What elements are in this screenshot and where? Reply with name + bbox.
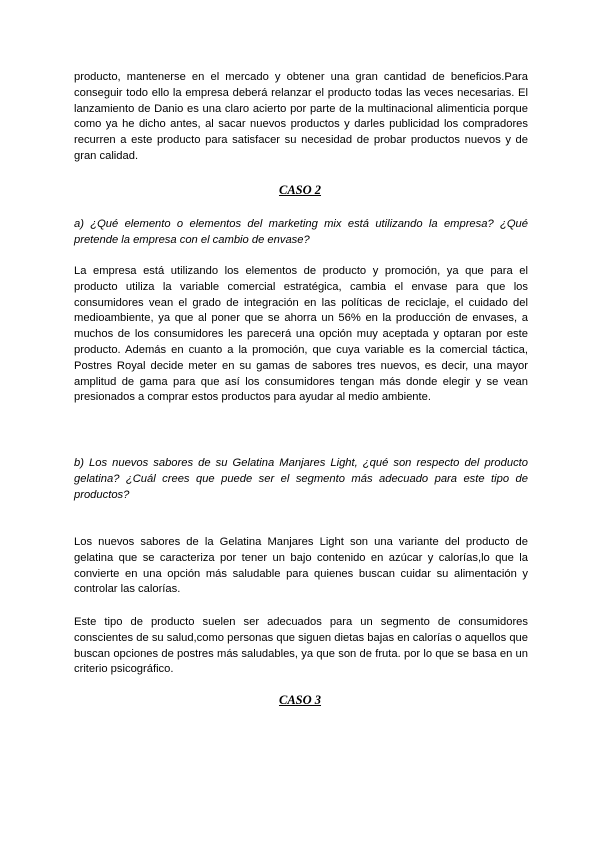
- intro-paragraph: producto, mantenerse en el mercado y obtener una gran cantidad de beneficios.Para conseguir todo ello la empresa deberá relanzar el producto todas las veces necesarias. El lanzamiento de Danio es una claro acierto por parte de la multinacional alimenticia porque como ya he dicho antes, al sacar nuevos productos y darles publicidad los compradores recurren a este producto para satisfacer su necesidad de probar productos nuevos y de gran calidad.: [74, 71, 528, 162]
- answer-b-paragraph-2: Este tipo de producto suelen ser adecuados para un segmento de consumidores conscientes de su salud,como personas que siguen dietas bajas en calorías o aquellos que buscan opciones de postres más saludables, ya que son de fruta. por lo que se basa en un criterio psicográfico.: [74, 616, 528, 676]
- caso-2-heading: CASO 2: [278, 183, 322, 197]
- question-a: a) ¿Qué elemento o elementos del marketing mix está utilizando la empresa? ¿Qué pretende la empresa con el cambio de envase?: [74, 218, 528, 246]
- answer-a-paragraph: La empresa está utilizando los elementos de producto y promoción, ya que para el producto utiliza la variable comercial estratégica, cambia el envase para que los consumidores vean el grado de integración en las políticas de reciclaje, el cuidado del medioambiente, ya que al poner que se ahorra un 56% en la producción de envases, a muchos de los consumidores les parecerá una opción muy aceptada y optaran por este producto. Además en cuanto a la promoción, que cuya variable es la comercial táctica, Postres Royal decide meter en su gamas de sabores tres nuevos, es decir, una mayor amplitud de gama para que así los consumidores tengan más donde elegir y se vean presionados a comprar estos productos para ayudar al medio ambiente.: [74, 265, 528, 404]
- answer-b-paragraph-1: Los nuevos sabores de la Gelatina Manjares Light son una variante del producto de gelatina que se caracteriza por tener un bajo contenido en azúcar y calorías,lo que la convierte en una opción más saludable para quienes buscan cuidar su alimentación y controlar las calorías.: [74, 536, 528, 596]
- question-b: b) Los nuevos sabores de su Gelatina Manjares Light, ¿qué son respecto del producto gelatina? ¿Cuál crees que puede ser el segmento más adecuado para este tipo de productos?: [74, 457, 528, 501]
- caso-3-heading: CASO 3: [278, 693, 322, 707]
